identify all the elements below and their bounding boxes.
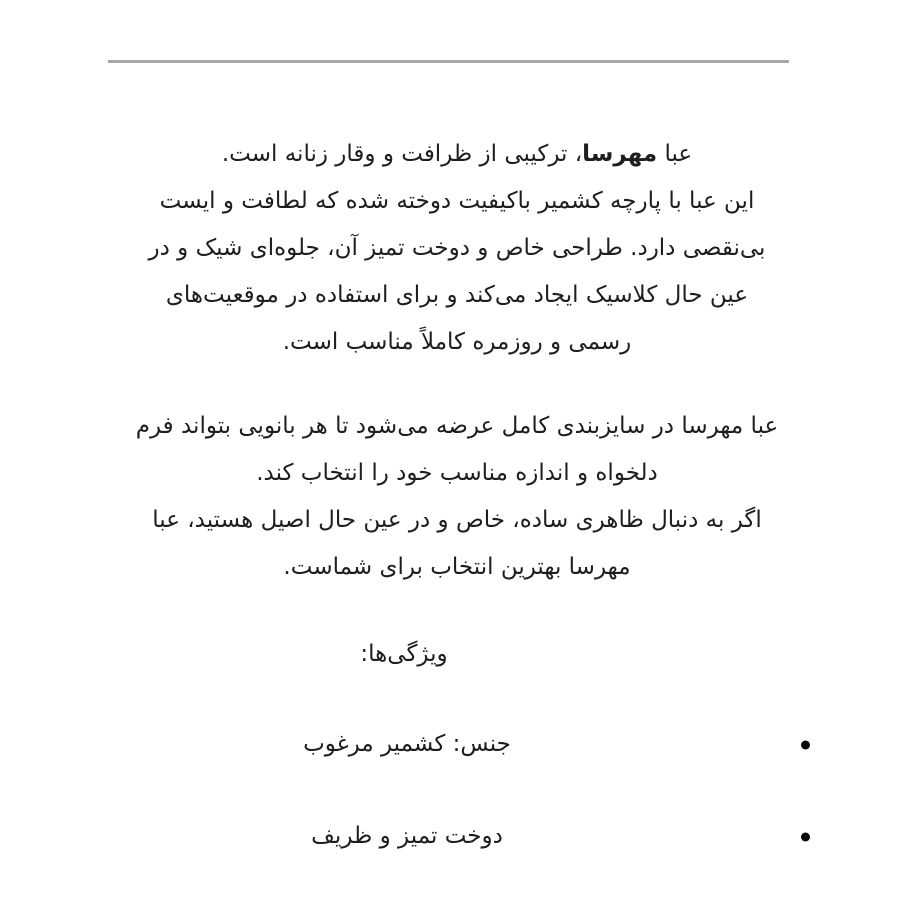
- bullet-icon: [801, 740, 810, 749]
- text-segment: عبا: [657, 141, 693, 167]
- text-line: دلخواه و اندازه مناسب خود را انتخاب کند.: [256, 460, 658, 486]
- feature-text: جنس: کشمیر مرغوب: [303, 731, 511, 757]
- bullet-icon: [801, 832, 810, 841]
- intro-paragraph: [62, 131, 852, 366]
- features-heading: ویژگی‌ها:: [360, 641, 448, 667]
- text-line: عبا مهرسا در سایزبندی کامل عرضه می‌شود تا هر بانویی بتواند فرم: [135, 413, 779, 439]
- text-line: بی‌نقصی دارد. طراحی خاص و دوخت تمیز آن، جلوه‌ای شیک و در: [148, 235, 766, 261]
- text-line: رسمی و روزمره کاملاً مناسب است.: [282, 329, 632, 355]
- feature-item: [0, 721, 814, 768]
- text-segment: ، ترکیبی از ظرافت و وقار زنانه است.: [221, 141, 583, 167]
- feature-item: [0, 813, 814, 860]
- top-divider: [108, 60, 789, 63]
- text-line: مهرسا بهترین انتخاب برای شماست.: [283, 554, 631, 580]
- sizing-paragraph: [62, 403, 852, 591]
- text-line: [62, 131, 852, 178]
- brand-name-bold: مهرسا: [582, 141, 658, 167]
- text-line: عین حال کلاسیک ایجاد می‌کند و برای استفاده در موقعیت‌های: [165, 282, 749, 308]
- text-line: این عبا با پارچه کشمیر باکیفیت دوخته شده که لطافت و ایست: [159, 188, 755, 214]
- text-line: اگر به دنبال ظاهری ساده، خاص و در عین حال اصیل هستید، عبا: [152, 507, 762, 533]
- feature-text: دوخت تمیز و ظریف: [311, 823, 503, 849]
